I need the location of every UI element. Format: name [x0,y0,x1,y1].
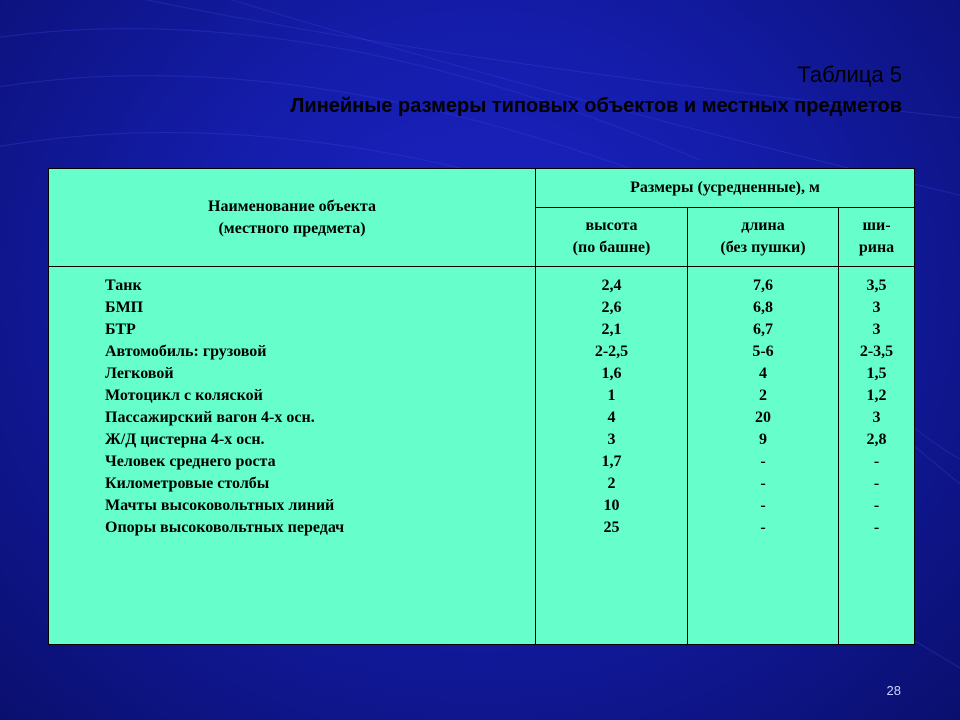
height-value: 2 [607,475,616,492]
height-value: 4 [607,409,616,426]
object-name: Мотоцикл с коляской [105,387,263,404]
height-value: 1,7 [601,453,622,470]
width-value: 3 [872,409,881,426]
object-name: Автомобиль: грузовой [105,343,267,360]
object-name: Мачты высоковольтных линий [105,497,335,514]
object-name: Километровые столбы [105,475,270,492]
object-name: Человек среднего роста [105,453,276,470]
header-length [688,208,839,267]
width-value: 3,5 [866,277,887,294]
width-value: - [873,519,880,536]
length-value: 9 [759,431,767,448]
height-value: 1 [607,387,616,404]
header-width [839,208,915,267]
object-name: БТР [105,321,136,338]
height-value: 2,4 [601,277,622,294]
slide-title: Линейные размеры типовых объектов и местных предметов [290,95,902,117]
height-value: 2,6 [601,299,622,316]
object-name: Танк [105,277,142,294]
header-object-name-line1: Наименование объекта [208,197,376,215]
header-object-name-line2: (местного предмета) [218,219,366,237]
dimensions-table [48,168,915,645]
names-column [49,267,536,645]
height-value: 2-2,5 [594,343,629,360]
header-height-line2: (по башне) [572,239,651,256]
length-value: 20 [755,409,771,426]
length-value: - [760,497,766,514]
object-name: Опоры высоковольтных передач [105,519,345,536]
object-name: Легковой [105,365,174,382]
length-column [688,267,839,645]
width-value: 1,5 [866,365,887,382]
header-height [536,208,688,267]
width-value: 3 [872,299,881,316]
height-value: 10 [603,497,620,514]
width-value: - [873,453,880,470]
length-value: 4 [759,365,767,382]
object-name: Ж/Д цистерна 4-х осн. [105,431,265,448]
length-value: - [760,453,766,470]
object-name: Пассажирский вагон 4-х осн. [105,409,315,426]
width-value: - [873,475,880,492]
length-value: 7,6 [753,277,773,294]
header-length-line1: длина [741,217,785,234]
length-value: - [760,519,766,536]
header-width-line1: ши- [862,217,891,234]
height-value: 25 [603,519,620,536]
width-column [839,267,915,645]
header-object-name [49,169,536,267]
length-value: 5-6 [752,343,774,360]
height-column [536,267,688,645]
width-value: - [873,497,880,514]
length-value: - [760,475,766,492]
length-value: 2 [759,387,767,404]
header-length-line2: (без пушки) [720,239,806,256]
width-value: 3 [872,321,881,338]
width-value: 2,8 [866,431,887,448]
header-width-line2: рина [858,239,895,256]
page-number: 28 [886,683,901,698]
width-value: 1,2 [866,387,887,404]
object-name: БМП [105,299,144,316]
header-dimensions-group: Размеры (усредненные), м [536,169,915,208]
length-value: 6,7 [753,321,773,338]
table-caption: Таблица 5 [797,62,902,87]
length-value: 6,8 [753,299,773,316]
height-value: 3 [607,431,616,448]
height-value: 1,6 [601,365,622,382]
header-height-line1: высота [585,217,638,234]
width-value: 2-3,5 [859,343,894,360]
height-value: 2,1 [601,321,622,338]
